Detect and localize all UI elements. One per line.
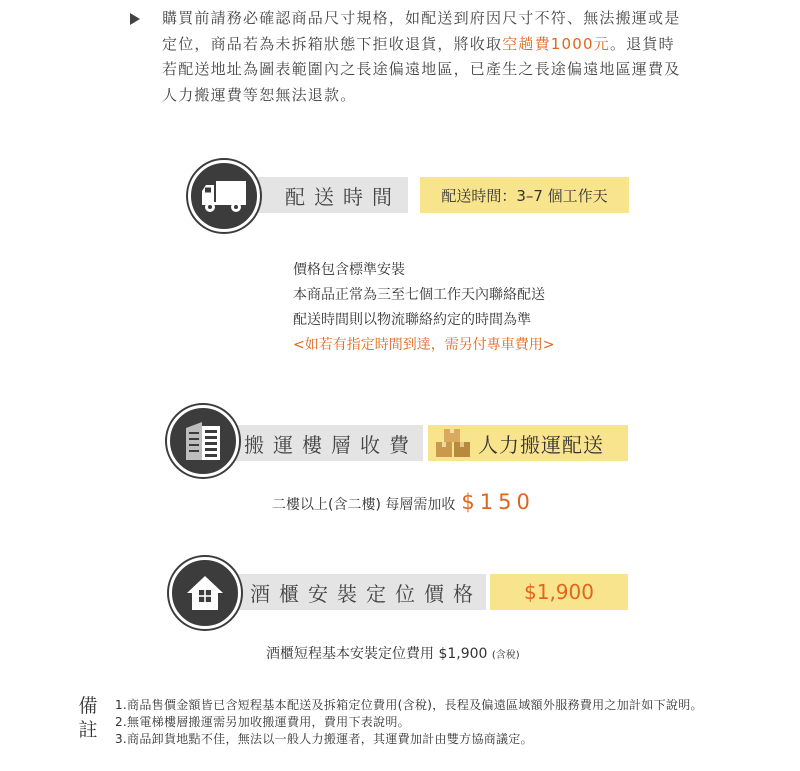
manual-moving-label: 人力搬運配送 bbox=[478, 432, 604, 457]
remarks-list bbox=[115, 697, 703, 748]
delivery-time-title: 配送時間 bbox=[235, 177, 408, 213]
house-icon bbox=[169, 557, 241, 629]
delivery-special-fee-note: <如若有指定時間到達，需另付專車費用> bbox=[293, 337, 555, 353]
manual-moving-badge bbox=[428, 425, 628, 461]
notice-text bbox=[162, 6, 690, 108]
floor-fee-text: 二樓以上(含二樓) 每層需加收 bbox=[272, 497, 456, 513]
remarks-label-bottom: 註 bbox=[78, 719, 98, 741]
remark-item: 3.商品卸貨地點不佳，無法以一般人力搬運者，其運費加計由雙方協商議定。 bbox=[115, 732, 533, 746]
cabinet-install-price: $1,900 bbox=[490, 574, 628, 610]
triangle-bullet-icon bbox=[130, 13, 140, 25]
delivery-detail-line: 本商品正常為三至七個工作天內聯絡配送 bbox=[293, 287, 545, 303]
building-icon bbox=[167, 405, 239, 477]
floor-fee-section bbox=[0, 405, 800, 475]
delivery-detail-line: 價格包含標準安裝 bbox=[293, 262, 405, 278]
remark-item: 1.商品售價金額皆已含短程基本配送及拆箱定位費用(含稅)，長程及偏遠區域額外服務費用之加計如下說明。 bbox=[115, 698, 703, 712]
cabinet-install-section bbox=[0, 557, 800, 627]
purchase-notice bbox=[130, 6, 690, 108]
cabinet-install-note-text: 酒櫃短程基本安裝定位費用 $1,900 bbox=[266, 646, 488, 662]
truck-icon bbox=[188, 160, 260, 232]
floor-fee-price: $150 bbox=[461, 490, 535, 514]
cabinet-install-note bbox=[266, 643, 520, 663]
tax-included-label: (含稅) bbox=[491, 650, 520, 661]
delivery-time-badge: 配送時間：3–7 個工作天 bbox=[420, 177, 629, 213]
cabinet-install-title: 酒櫃安裝定位價格 bbox=[216, 574, 486, 610]
floor-fee-title: 搬運樓層收費 bbox=[214, 425, 423, 461]
delivery-time-section bbox=[0, 160, 800, 230]
notice-empty-trip-fee: 空趟費1000元 bbox=[502, 34, 610, 53]
delivery-details bbox=[293, 258, 554, 358]
remarks-label bbox=[76, 694, 100, 742]
delivery-detail-line: 配送時間則以物流聯絡約定的時間為準 bbox=[293, 312, 531, 328]
notice-text-part1: 購買前請務必確認商品尺寸規格，如配送到府因尺寸不符、無法搬運或是定位，商品若為未拆箱狀態下拒收退貨，將收取 bbox=[162, 9, 681, 53]
notice-text-part2: 。退貨時若配送地址為圖表範圍內之長途偏遠地區，已產生之長途偏遠地區運費及人力搬運費等恕無法退款。 bbox=[162, 34, 681, 104]
remarks-label-top: 備 bbox=[78, 695, 98, 717]
floor-fee-note bbox=[272, 490, 535, 514]
remark-item: 2.無電梯樓層搬運需另加收搬運費用，費用下表說明。 bbox=[115, 715, 410, 729]
boxes-icon bbox=[434, 428, 474, 458]
